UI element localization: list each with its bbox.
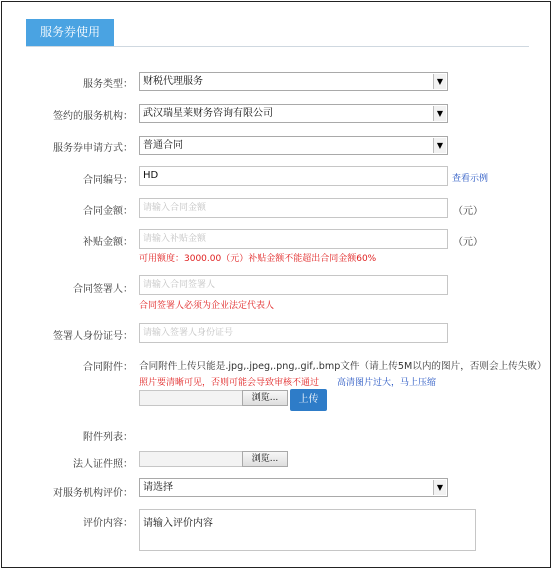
attachment-list-label: 附件列表： bbox=[83, 432, 133, 443]
attachment-file-input[interactable] bbox=[139, 390, 243, 406]
attachment-warning: 照片要清晰可见，否则可能会导致审核不通过 bbox=[139, 378, 320, 388]
subsidy-amount-label: 补贴金额： bbox=[83, 237, 133, 248]
contract-amount-unit: （元） bbox=[453, 206, 483, 217]
apply-method-label: 服务券申请方式： bbox=[53, 143, 133, 154]
signer-id-label: 签署人身份证号： bbox=[53, 331, 133, 342]
rating-label: 对服务机构评价： bbox=[53, 488, 133, 499]
subsidy-amount-input[interactable]: 请输入补贴金额 bbox=[139, 229, 448, 249]
tab-divider bbox=[26, 46, 529, 47]
service-type-label: 服务类型： bbox=[83, 79, 133, 90]
institution-value: 武汉瑞星莱财务咨询有限公司 bbox=[143, 108, 273, 119]
review-label: 评价内容： bbox=[83, 518, 133, 529]
chevron-down-icon: ▼ bbox=[433, 74, 446, 89]
service-type-select[interactable] bbox=[139, 72, 448, 91]
signer-id-input[interactable]: 请输入签署人身份证号 bbox=[139, 323, 448, 343]
chevron-down-icon: ▼ bbox=[433, 138, 446, 153]
signer-input[interactable]: 请输入合同签署人 bbox=[139, 275, 448, 295]
apply-method-value: 普通合同 bbox=[143, 140, 183, 151]
rating-value: 请选择 bbox=[143, 482, 173, 493]
legal-license-browse-button[interactable]: 浏览... bbox=[242, 451, 288, 467]
tab-service-voucher[interactable]: 服务券使用 bbox=[26, 19, 114, 46]
institution-select[interactable] bbox=[139, 104, 448, 123]
attachment-browse-button[interactable]: 浏览... bbox=[242, 390, 288, 406]
upload-button[interactable]: 上传 bbox=[290, 389, 327, 411]
legal-license-label: 法人证件照： bbox=[73, 459, 133, 470]
rating-select[interactable] bbox=[139, 478, 448, 497]
attachment-label: 合同附件： bbox=[83, 362, 133, 373]
institution-label: 签约的服务机构： bbox=[53, 111, 133, 122]
contract-amount-label: 合同金额： bbox=[83, 206, 133, 217]
service-type-value: 财税代理服务 bbox=[143, 76, 203, 87]
view-example-link[interactable]: 查看示例 bbox=[452, 174, 489, 184]
review-textarea[interactable]: 请输入评价内容 bbox=[139, 509, 476, 551]
contract-amount-input[interactable]: 请输入合同金额 bbox=[139, 198, 448, 218]
signer-hint: 合同签署人必须为企业法定代表人 bbox=[139, 301, 275, 311]
apply-method-select[interactable] bbox=[139, 136, 448, 155]
compress-image-link[interactable]: 高清图片过大，马上压缩 bbox=[337, 378, 437, 388]
contract-no-input[interactable]: HD bbox=[139, 166, 448, 186]
chevron-down-icon: ▼ bbox=[433, 106, 446, 121]
attachment-note: 合同附件上传只能是.jpg,.jpeg,.png,.gif,.bmp文件（请上传5M以内的图片，否则会上传失败） bbox=[139, 361, 547, 372]
contract-no-label: 合同编号： bbox=[83, 175, 133, 186]
subsidy-amount-unit: （元） bbox=[453, 237, 483, 248]
signer-label: 合同签署人： bbox=[73, 284, 133, 295]
subsidy-hint: 可用额度：3000.00（元）补贴金额不能超出合同金额60% bbox=[139, 254, 377, 264]
chevron-down-icon: ▼ bbox=[433, 480, 446, 495]
legal-license-file-input[interactable] bbox=[139, 451, 243, 467]
